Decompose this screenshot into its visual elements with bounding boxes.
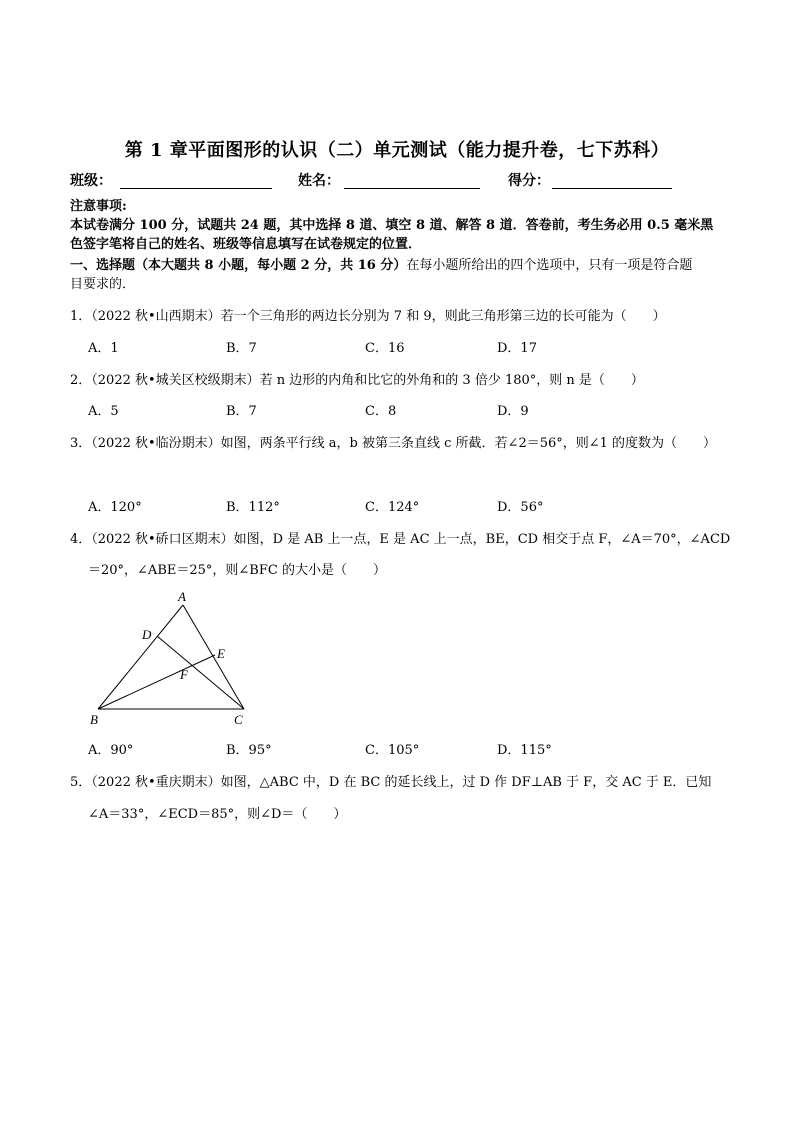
question-4-option-b[interactable]: B．95° <box>226 743 272 758</box>
question-3-option-d[interactable]: D．56° <box>497 500 544 515</box>
question-text: （2022 秋•硚口区期末）如图，D 是 AB 上一点，E 是 AC 上一点，BE，CD 相交于点 F，∠A＝70°，∠ACD <box>91 532 731 547</box>
question-text: （2022 秋•城关区校级期末）若 n 边形的内角和比它的外角和的 3 倍少 180°，则 n 是（ ） <box>91 373 644 388</box>
question-4-option-c[interactable]: C．105° <box>365 743 420 758</box>
question-number: 5． <box>70 775 92 790</box>
question-3-option-a[interactable]: A．120° <box>88 500 142 515</box>
notes-heading: 注意事项: <box>70 199 127 214</box>
label-a: A <box>178 589 186 604</box>
triangle-figure <box>88 585 258 730</box>
exam-title: 第 1 章平面图形的认识（二）单元测试（能力提升卷，七下苏科） <box>124 140 670 161</box>
section-1-heading-bold: 一、选择题（本大题共 8 小题，每小题 2 分，共 16 分） <box>70 258 407 273</box>
question-5 <box>70 771 711 790</box>
section-1-heading-rest: 在每小题所给出的四个选项中，只有一项是符合题 <box>406 258 693 273</box>
notes-line-1: 本试卷满分 100 分，试题共 24 题，其中选择 8 道、填空 8 道、解答 8 道．答卷前，考生务必用 0.5 毫米黑 <box>70 218 714 233</box>
label-b: B <box>90 712 98 727</box>
question-4-line-2: ＝20°，∠ABE＝25°，则∠BFC 的大小是（ ） <box>88 563 386 578</box>
question-2-option-c[interactable]: C．8 <box>365 404 397 419</box>
question-3-option-c[interactable]: C．124° <box>365 500 420 515</box>
label-c: C <box>234 712 243 727</box>
question-1-option-c[interactable]: C．16 <box>365 341 405 356</box>
question-number: 3． <box>70 436 92 451</box>
question-1-option-d[interactable]: D．17 <box>497 341 537 356</box>
question-3 <box>70 432 716 451</box>
class-label: 班级： <box>70 173 112 189</box>
question-number: 1． <box>70 309 92 324</box>
question-2-option-d[interactable]: D．9 <box>497 404 529 419</box>
name-blank[interactable] <box>344 188 480 189</box>
question-1 <box>70 305 666 324</box>
question-4-option-a[interactable]: A．90° <box>88 743 134 758</box>
question-4 <box>70 528 730 547</box>
section-1-heading-line-2: 目要求的． <box>70 277 136 292</box>
question-4-option-d[interactable]: D．115° <box>497 743 552 758</box>
name-label: 姓名： <box>298 173 340 189</box>
score-blank[interactable] <box>552 188 672 189</box>
question-2 <box>70 369 644 388</box>
question-3-option-b[interactable]: B．112° <box>226 500 280 515</box>
question-text: （2022 秋•山西期末）若一个三角形的两边长分别为 7 和 9，则此三角形第三边的长可能为（ ） <box>91 309 666 324</box>
label-d: D <box>142 627 152 642</box>
notes-line-2: 色签字笔将自己的姓名、班级等信息填写在试卷规定的位置． <box>70 237 422 252</box>
label-f: F <box>180 667 188 682</box>
segment-ac <box>183 605 244 709</box>
segment-cd <box>157 636 244 709</box>
question-2-option-a[interactable]: A．5 <box>88 404 119 419</box>
question-1-option-b[interactable]: B．7 <box>226 341 257 356</box>
segment-ab <box>98 605 183 709</box>
question-1-option-a[interactable]: A．1 <box>88 341 119 356</box>
section-1-heading <box>70 254 692 273</box>
question-text: （2022 秋•重庆期末）如图，△ABC 中，D 在 BC 的延长线上，过 D 作 DF⊥AB 于 F，交 AC 于 E．已知 <box>91 775 712 790</box>
label-e: E <box>217 646 225 661</box>
question-2-option-b[interactable]: B．7 <box>226 404 257 419</box>
question-number: 4． <box>70 532 92 547</box>
class-blank[interactable] <box>120 188 272 189</box>
segment-be <box>98 655 215 709</box>
question-text: （2022 秋•临汾期末）如图，两条平行线 a，b 被第三条直线 c 所截．若∠2＝56°，则∠1 的度数为（ ） <box>91 436 717 451</box>
score-label: 得分： <box>508 173 550 189</box>
question-number: 2． <box>70 373 92 388</box>
question-5-line-2: ∠A＝33°，∠ECD＝85°，则∠D＝（ ） <box>88 807 347 822</box>
